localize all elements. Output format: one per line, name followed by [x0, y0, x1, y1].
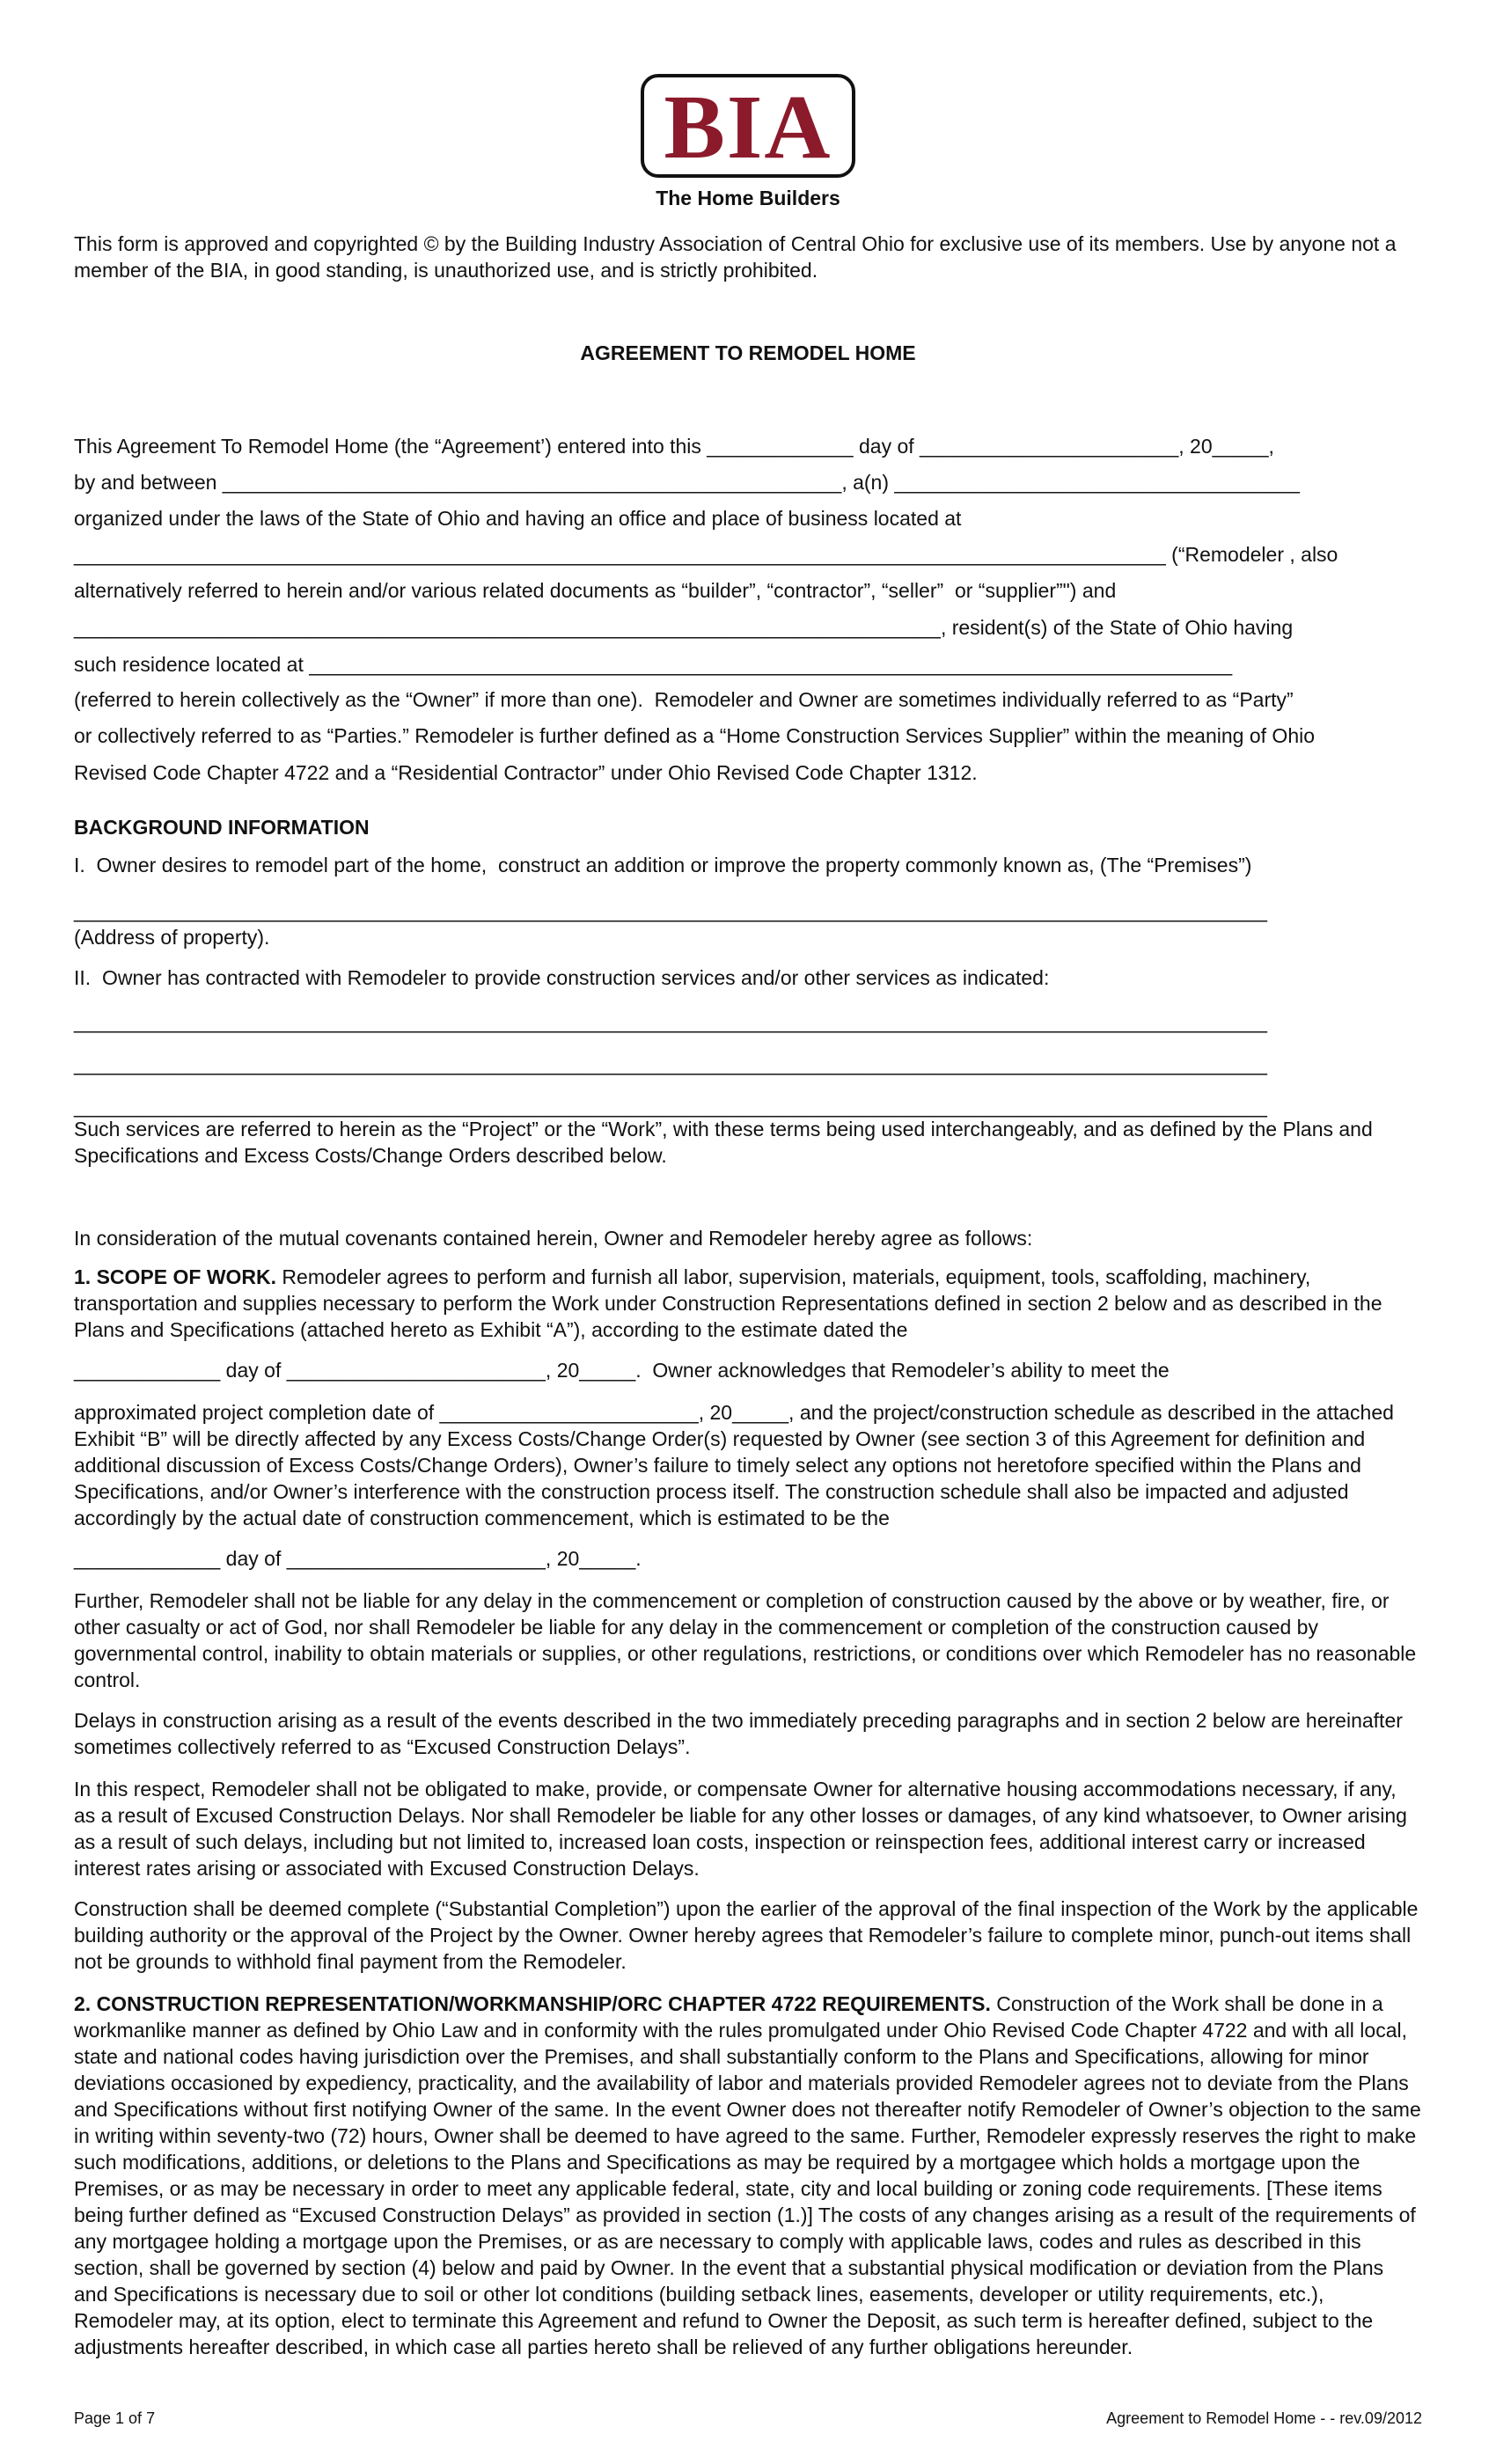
- logo-tagline: The Home Builders: [656, 187, 840, 209]
- page-number: Page 1 of 7: [74, 2409, 156, 2427]
- intro-line: by and between _______________________________________________________, a(n) ____________________________________: [74, 471, 1300, 494]
- logo-text: BIA: [664, 77, 832, 178]
- services-blank-line: __________________________________________________________________________________________________________: [74, 1010, 1267, 1033]
- section-2-construction: [74, 1991, 1422, 2360]
- intro-line: This Agreement To Remodel Home (the “Agreement’) entered into this _____________ day of _______________________, 20_____,: [74, 435, 1274, 458]
- copyright-notice: This form is approved and copyrighted © by the Building Industry Association of Central Ohio for exclusive use of its members. Use by anyone not a member of the BIA, in good standing, is unauthorized use, and is strictly prohibited.: [74, 232, 1397, 282]
- document-revision: Agreement to Remodel Home - - rev.09/2012: [1106, 2409, 1422, 2427]
- intro-line: (referred to herein collectively as the “Owner” if more than one). Remodeler and Owner are sometimes individually referred to as “Party”: [74, 688, 1294, 711]
- background-heading: BACKGROUND INFORMATION: [74, 816, 370, 839]
- section-1-heading: 1. SCOPE OF WORK.: [74, 1265, 277, 1288]
- intro-line: _____________________________________________________________________________, resident(s) of the State of Ohio having: [74, 616, 1294, 639]
- intro-line: Revised Code Chapter 4722 and a “Residential Contractor” under Ohio Revised Code Chapter 1312.: [74, 761, 978, 784]
- intro-line: organized under the laws of the State of Ohio and having an office and place of business located at: [74, 507, 962, 530]
- respect-paragraph: In this respect, Remodeler shall not be obligated to make, provide, or compensate Owner for alternative housing accommodations necessary, if any, as a result of Excused Construction Delays. Nor shall Remodeler be liable for any other losses or damages, of any kind whatsoever, to Owner arising as a result of such delays, including but not limited to, increased loan costs, inspection or reinspection fees, additional interest carry or increased interest rates arising or associated with Excused Construction Delays.: [74, 1778, 1407, 1880]
- services-blank-line: __________________________________________________________________________________________________________: [74, 1052, 1267, 1075]
- services-note: Such services are referred to herein as the “Project” or the “Work”, with these terms being used interchangeably, and as defined by the Plans and Specifications and Excess Costs/Change Orders described below.: [74, 1118, 1373, 1167]
- background-item-2: II. Owner has contracted with Remodeler to provide construction services and/or other services as indicated:: [74, 966, 1050, 989]
- services-blank-line: __________________________________________________________________________________________________________: [74, 1095, 1267, 1118]
- completion-paragraph: approximated project completion date of _______________________, 20_____, and the project/construction schedule as described in the attached Exhibit “B” will be directly affected by any Excess Costs/Change Order(s) requested by Owner (see section 3 of this Agreement for definition and additional discussion of Excess Costs/Change Orders), Owner’s failure to timely select any options not heretofore specified within the Plans and Specifications, and/or Owner’s interference with the construction process itself. The construction schedule shall also be impacted and adjusted accordingly by the actual date of construction commencement, which is estimated to be the: [74, 1401, 1394, 1529]
- section-1-body: Remodeler agrees to perform and furnish all labor, supervision, materials, equipment, tools, scaffolding, machinery, transportation and supplies necessary to perform the Work under Construction Representations defined in section 2 below and as described in the Plans and Specifications (attached hereto as Exhibit “A”), according to the estimate dated the: [74, 1265, 1382, 1341]
- section-2-body: Construction of the Work shall be done in a workmanlike manner as defined by Ohio Law and in conformity with the rules promulgated under Ohio Revised Code Chapter 4722 and with all local, state and national codes having jurisdiction over the Premises, and shall substantially conform to the Plans and Specifications, allowing for minor deviations occasioned by expediency, practicality, and the availability of labor and materials provided Remodeler agrees not to deviate from the Plans and Specifications without first notifying Owner of the same. In the event Owner does not thereafter notify Remodeler of Owner’s objection to the same in writing within seventy-two (72) hours, Owner shall be deemed to have agreed to the same. Further, Remodeler expressly reserves the right to make such modifications, additions, or deletions to the Plans and Specifications as may be required by a mortgagee which holds a mortgage upon the Premises, or as may be necessary in order to meet any applicable federal, state, city and local building or zoning code requirements. [These items being further defined as “Excused Construction Delays” as provided in section (1.)] The costs of any changes arising as a result of the requirements of any mortgagee holding a mortgage upon the Premises, or as are necessary to comply with applicable laws, codes and rules as described in this section, shall be governed by section (4) below and paid by Owner. In the event that a substantial physical modification or deviation from the Plans and Specifications is necessary due to soil or other lot conditions (building setback lines, easements, developer or utility requirements, etc.), Remodeler may, at its option, elect to terminate this Agreement and refund to Owner the Deposit, as such term is hereafter defined, subject to the adjustments hereafter described, in which case all parties hereto shall be relieved of any further obligations hereunder.: [74, 1992, 1421, 2358]
- completion-definition-paragraph: Construction shall be deemed complete (“Substantial Completion”) upon the earlier of the approval of the final inspection of the Work by the applicable building authority or the approval of the Project by the Owner. Owner hereby agrees that Remodeler’s failure to complete minor, punch-out items shall not be grounds to withhold final payment from the Remodeler.: [74, 1897, 1419, 1973]
- address-note: (Address of property).: [74, 926, 270, 949]
- estimate-date-line: _____________ day of _______________________, 20_____. Owner acknowledges that Remodeler’s ability to meet the: [74, 1359, 1170, 1382]
- consideration-clause: In consideration of the mutual covenants contained herein, Owner and Remodeler hereby agree as follows:: [74, 1227, 1033, 1250]
- section-1-scope: [74, 1264, 1422, 1343]
- intro-line: alternatively referred to herein and/or various related documents as “builder”, “contractor”, “seller” or “supplier”") and: [74, 579, 1117, 602]
- bia-logo: [641, 74, 855, 178]
- intro-line: _________________________________________________________________________________________________ (“Remodeler , also: [74, 543, 1338, 566]
- intro-line: such residence located at __________________________________________________________________________________: [74, 653, 1233, 676]
- further-paragraph: Further, Remodeler shall not be liable for any delay in the commencement or completion of construction caused by the above or by weather, fire, or other casualty or act of God, nor shall Remodeler be liable for any delay in the commencement or completion of the construction caused by governmental control, inability to obtain materials or supplies, or other regulations, restrictions, or conditions over which Remodeler has no reasonable control.: [74, 1589, 1417, 1691]
- commencement-date-line: _____________ day of _______________________, 20_____.: [74, 1547, 642, 1570]
- section-2-heading: 2. CONSTRUCTION REPRESENTATION/WORKMANSHIP/ORC CHAPTER 4722 REQUIREMENTS.: [74, 1992, 991, 2015]
- intro-line: or collectively referred to as “Parties.” Remodeler is further defined as a “Home Construction Services Supplier” within the meaning of Ohio: [74, 724, 1316, 747]
- address-blank-line: __________________________________________________________________________________________________________: [74, 899, 1267, 922]
- background-item-1: I. Owner desires to remodel part of the home, construct an addition or improve the property commonly known as, (The “Premises”): [74, 854, 1252, 876]
- delays-paragraph: Delays in construction arising as a result of the events described in the two immediately preceding paragraphs and in section 2 below are hereinafter sometimes collectively referred to as “Excused Construction Delays”.: [74, 1709, 1403, 1758]
- document-title: AGREEMENT TO REMODEL HOME: [580, 341, 916, 364]
